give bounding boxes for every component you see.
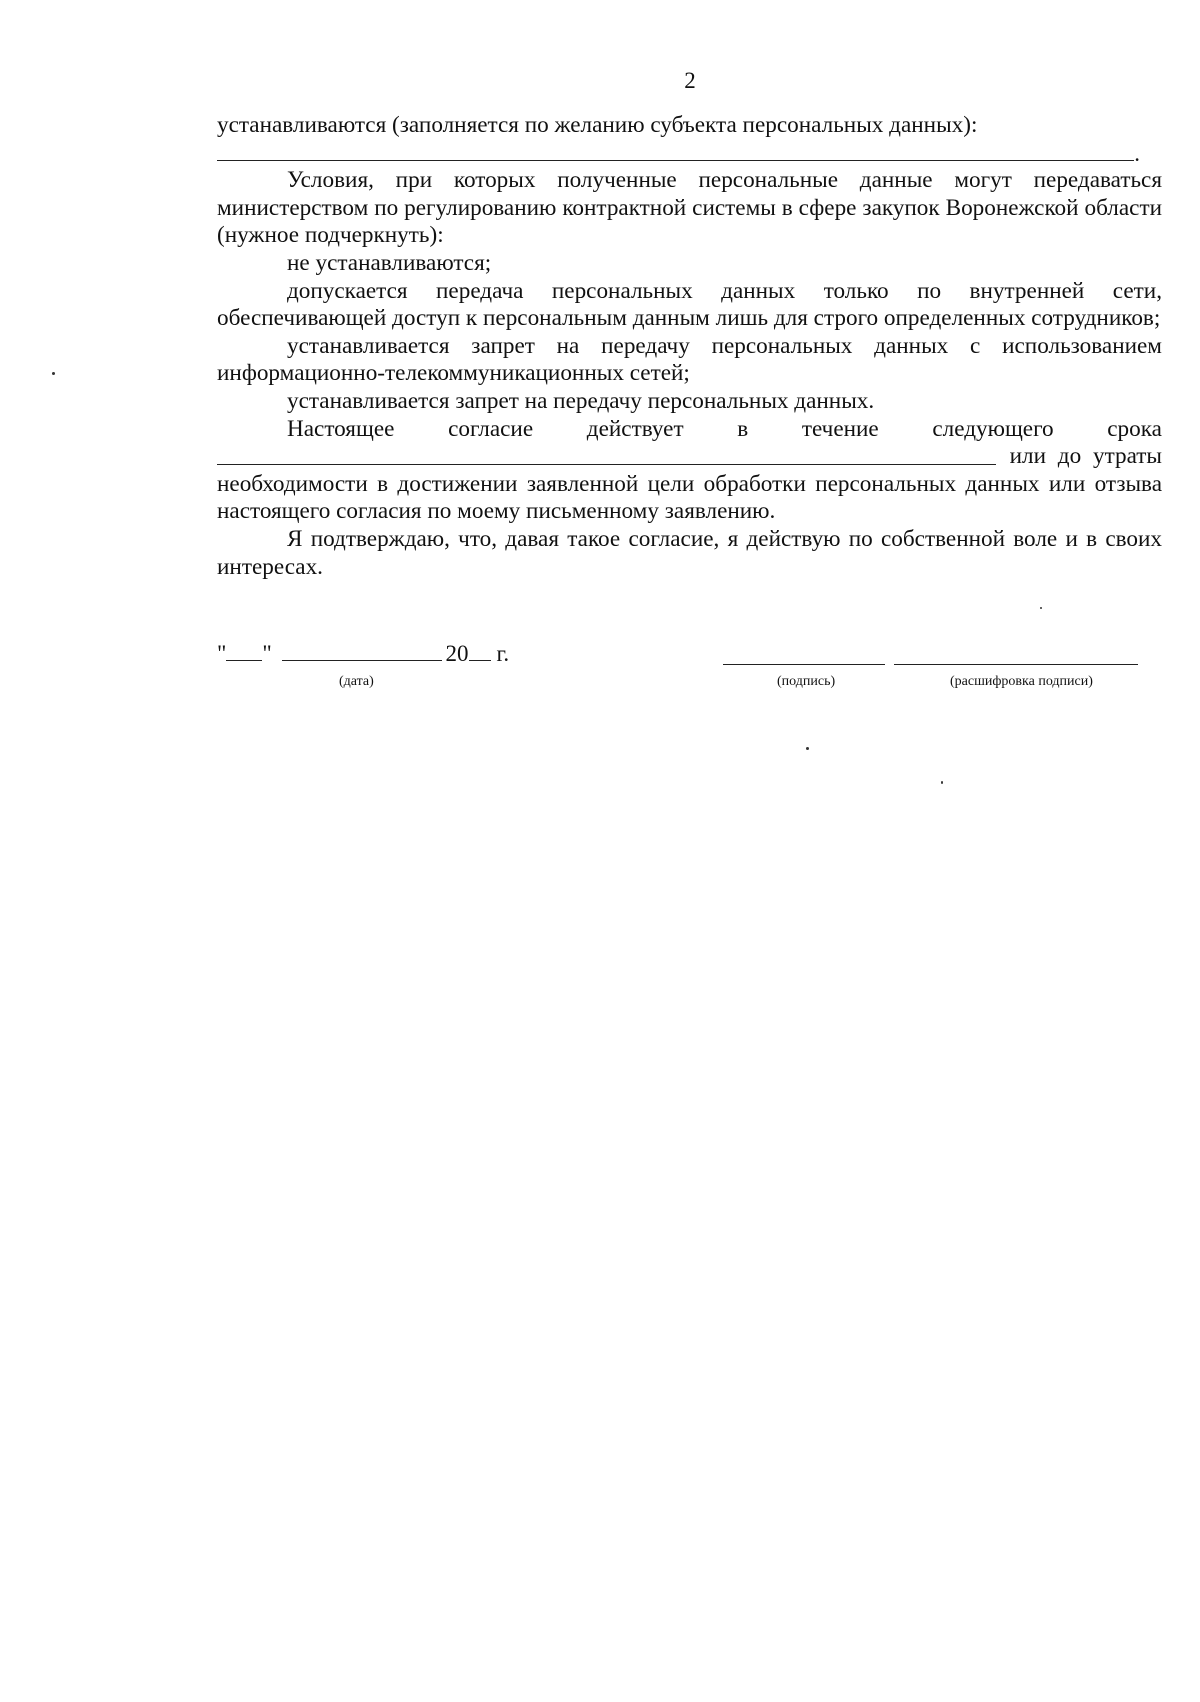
term-word: срока [1107, 415, 1162, 442]
term-word: Настоящее [287, 415, 395, 442]
document-body [217, 112, 1162, 581]
option-transfer-prohibited: устанавливается запрет на передачу персональных данных. [287, 387, 875, 414]
quote-close: " [262, 641, 272, 666]
term-word: течение [801, 415, 879, 442]
option-no-telecom-transfer: устанавливается запрет на передачу персональных данных с использованием информационно-телекоммуникационных сетей; [217, 332, 1162, 387]
paragraph-confirmation: Я подтверждаю, что, давая такое согласие, я действую по собственной воле и в своих интересах. [217, 525, 1162, 580]
year-suffix: г. [496, 641, 510, 666]
decode-line [894, 664, 1138, 665]
year-prefix: 20 [445, 641, 469, 666]
scan-speck [52, 372, 55, 375]
paragraph-continuation: устанавливаются (заполняется по желанию субъекта персональных данных): [217, 112, 978, 138]
period-mark: . [1134, 141, 1140, 167]
fill-in-line-conditions [217, 140, 1162, 168]
term-rest: необходимости в достижении заявленной цели обработки персональных данных или отзыва настоящего согласия по моему письменному заявлению. [217, 470, 1162, 525]
paragraph-conditions: Условия, при которых полученные персональные данные могут передаваться министерством по регулированию контрактной системы в сфере закупок Воронежской области (нужное подчеркнуть): [217, 167, 1162, 249]
underline [217, 160, 1134, 161]
quote-open: " [217, 641, 227, 666]
term-word: действует [586, 415, 684, 442]
year-blank [469, 640, 491, 661]
term-fill-line [217, 443, 1162, 471]
scan-speck [806, 747, 809, 750]
day-blank [226, 640, 262, 661]
page-number: 2 [684, 68, 696, 93]
option-internal-network: допускается передача персональных данных только по внутренней сети, обеспечивающей доступ к персональным данным лишь для строго определенных сотрудников; [217, 277, 1162, 332]
decode-caption: (расшифровка подписи) [950, 674, 1093, 689]
term-line [217, 416, 1162, 444]
term-word: согласие [448, 415, 534, 442]
signature-block [217, 640, 1162, 700]
scan-speck [1040, 607, 1042, 609]
option-not-established: не устанавливаются; [287, 249, 492, 276]
term-word: в [737, 415, 749, 442]
signature-caption: (подпись) [777, 674, 836, 689]
term-tail: или до утраты [1009, 443, 1162, 470]
signature-line [723, 664, 885, 665]
month-blank [282, 640, 442, 661]
date-field [217, 640, 509, 667]
scan-speck [941, 781, 943, 784]
term-underline [217, 464, 996, 465]
date-caption: (дата) [339, 674, 374, 689]
term-word: следующего [932, 415, 1054, 442]
